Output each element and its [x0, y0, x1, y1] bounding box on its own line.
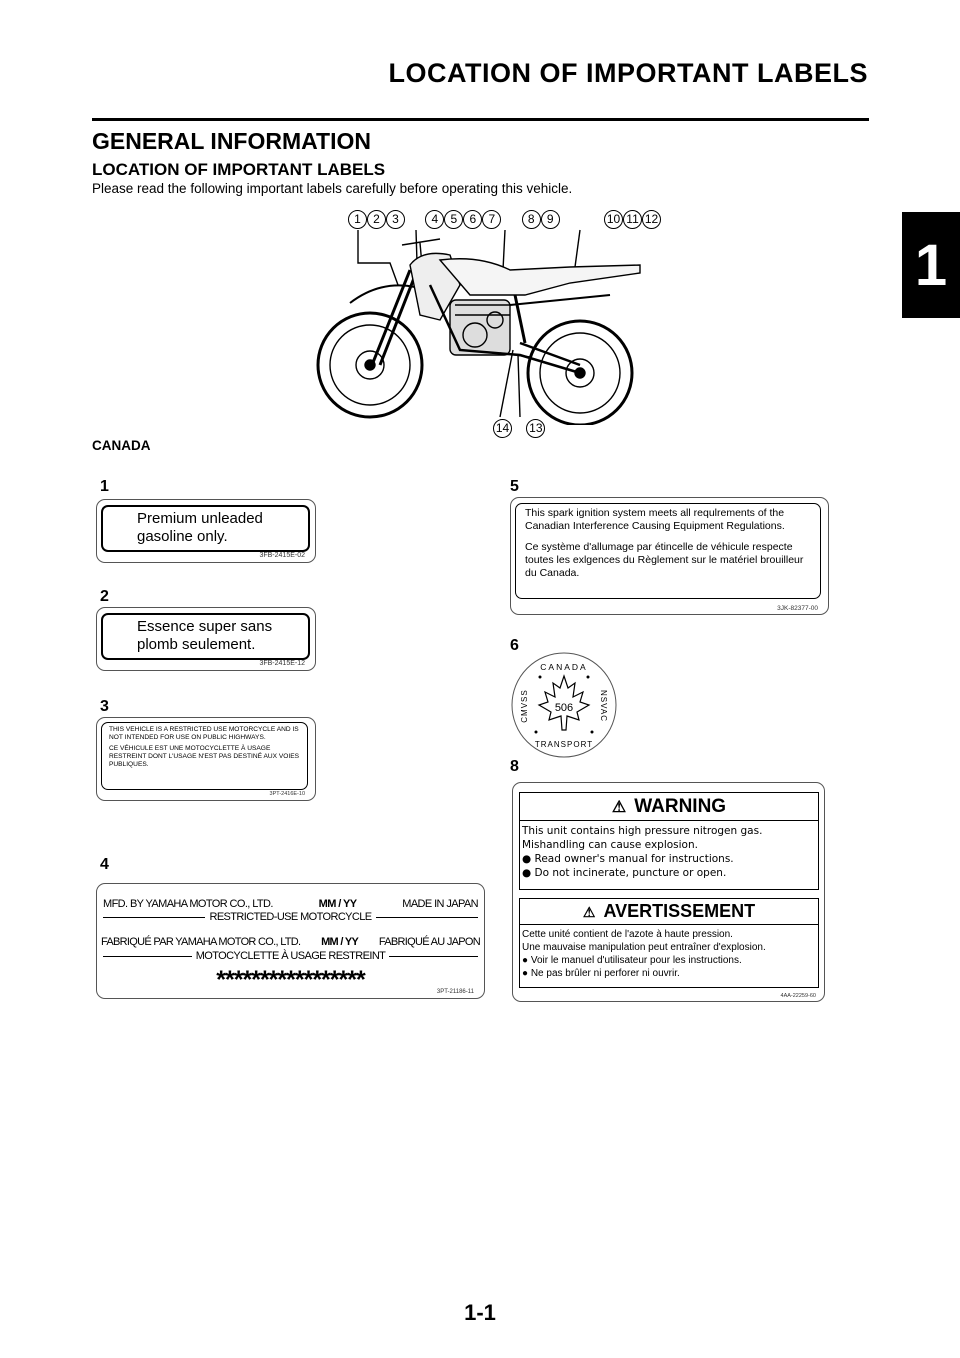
- chapter-tab: 1: [902, 212, 960, 318]
- label-4-fab: FABRIQUÉ PAR YAMAHA MOTOR CO., LTD.: [101, 936, 301, 948]
- callout: 14: [493, 419, 512, 438]
- label-5-french-text: Ce système d'allumage par étincelle de véhicule respecte toutes les exlgences du Règlement sur le matériel brouilleur du Canada.: [525, 541, 804, 579]
- label-4-restricted: RESTRICTED-USE MOTORCYCLE: [205, 911, 375, 923]
- header-rule: [92, 118, 869, 121]
- label-number: 4: [100, 856, 109, 873]
- warning-line-2: Mishandling can cause explosion.: [522, 839, 698, 851]
- avertissement-heading: AVERTISSEMENT: [603, 901, 756, 921]
- label-8-nitrogen-warning: [512, 782, 825, 1002]
- label-1-premium-unleaded: [96, 499, 316, 563]
- label-number: 3: [100, 698, 109, 715]
- label-6-cmvss-seal: [509, 650, 619, 760]
- warning-line-1: This unit contains high pressure nitrogen gas.: [522, 825, 763, 837]
- label-4-date: MM / YY: [318, 898, 357, 910]
- label-number: 5: [510, 478, 519, 495]
- callout: 7: [482, 210, 501, 229]
- part-code: 3JK-82377-00: [777, 605, 818, 612]
- sub-title: LOCATION OF IMPORTANT LABELS: [92, 160, 386, 179]
- avert-line-4: Ne pas brûler ni perforer ni ouvrir.: [530, 968, 680, 979]
- label-4-date-fr: MM / YY: [321, 936, 359, 948]
- label-1-line-1: Premium unleaded: [137, 510, 263, 527]
- warning-line-4: Do not incinerate, puncture or open.: [534, 867, 727, 879]
- callout: 6: [463, 210, 482, 229]
- seal-top-text: CANADA: [540, 662, 588, 672]
- bullet-icon: ●: [522, 955, 531, 966]
- callout: 1: [348, 210, 367, 229]
- callout: 10: [604, 210, 623, 229]
- label-5-interference-notice: [510, 497, 829, 615]
- callout: 5: [444, 210, 463, 229]
- bullet-icon: ●: [522, 867, 535, 879]
- seal-right-text: NSVAC: [599, 690, 608, 722]
- label-3-english-text: THIS VEHICLE IS A RESTRICTED USE MOTORCYCLE AND IS NOT INTENDED FOR USE ON PUBLIC HIGHWAYS.: [109, 726, 299, 741]
- part-code: 3PT-2416E-10: [269, 791, 305, 797]
- label-3-restricted-use: [96, 717, 316, 801]
- part-code: 4AA-22259-60: [780, 993, 816, 999]
- label-4-manufacturer-plate: [96, 883, 485, 999]
- label-2-line-2: plomb seulement.: [137, 636, 256, 653]
- label-4-fab-japon: FABRIQUÉ AU JAPON: [378, 936, 480, 948]
- label-3-french-text: CE VÉHICULE EST UNE MOTOCYCLETTE À USAGE RESTREINT DONT L'USAGE N'EST PAS DESTINÉ AUX VOIES PUBLIQUES.: [109, 745, 299, 768]
- callout: 9: [541, 210, 560, 229]
- part-code: 3FB-2415E-02: [259, 552, 305, 559]
- label-number: 8: [510, 758, 519, 775]
- callout: 8: [522, 210, 541, 229]
- label-4-mfd: MFD. BY YAMAHA MOTOR CO., LTD.: [103, 898, 273, 910]
- section-title: GENERAL INFORMATION: [92, 128, 371, 154]
- label-number: 6: [510, 637, 519, 654]
- label-5-english-text: This spark ignition system meets all requlrements of the Canadian Interference Causing Equipment Regulations.: [525, 507, 785, 532]
- avert-line-1: Cette unité contient de l'azote à haute pression.: [522, 929, 733, 940]
- part-code: 3FB-2415E-12: [259, 660, 305, 667]
- warning-triangle-icon: ⚠: [611, 799, 627, 816]
- page-number: 1-1: [464, 1300, 496, 1325]
- callout: 4: [425, 210, 444, 229]
- intro-text: Please read the following important labels carefully before operating this vehicle.: [92, 181, 573, 196]
- label-2-essence-super-sans-plomb: [96, 607, 316, 671]
- bullet-icon: ●: [522, 968, 531, 979]
- avert-line-2: Une mauvaise manipulation peut entraîner d'explosion.: [522, 942, 766, 953]
- seal-left-text: CMVSS: [520, 689, 529, 723]
- avert-line-3: Voir le manuel d'utilisateur pour les instructions.: [530, 955, 742, 966]
- seal-bottom-text: TRANSPORT: [534, 740, 594, 749]
- callout: 12: [642, 210, 661, 229]
- label-2-line-1: Essence super sans: [137, 618, 273, 635]
- warning-heading: WARNING: [634, 796, 727, 817]
- label-number: 2: [100, 588, 109, 605]
- warning-triangle-icon: ⚠: [582, 904, 596, 920]
- callout: 3: [386, 210, 405, 229]
- callout: 2: [367, 210, 386, 229]
- region-label: CANADA: [92, 438, 151, 453]
- label-4-made-in: MADE IN JAPAN: [402, 898, 478, 910]
- bullet-icon: ●: [522, 853, 535, 865]
- label-4-restricted-fr: MOTOCYCLETTE À USAGE RESTREINT: [192, 950, 390, 962]
- label-number: 1: [100, 478, 109, 495]
- seal-value: 506: [554, 702, 574, 714]
- part-code: 3PT-21186-11: [436, 989, 474, 995]
- page-header-title: LOCATION OF IMPORTANT LABELS: [388, 58, 868, 88]
- warning-line-3: Read owner's manual for instructions.: [534, 853, 734, 865]
- motorcycle-illustration: [310, 225, 650, 425]
- label-4-serial-stars: *****************: [216, 966, 365, 994]
- label-1-line-2: gasoline only.: [137, 528, 228, 545]
- callout: 13: [526, 419, 545, 438]
- callout: 11: [623, 210, 642, 229]
